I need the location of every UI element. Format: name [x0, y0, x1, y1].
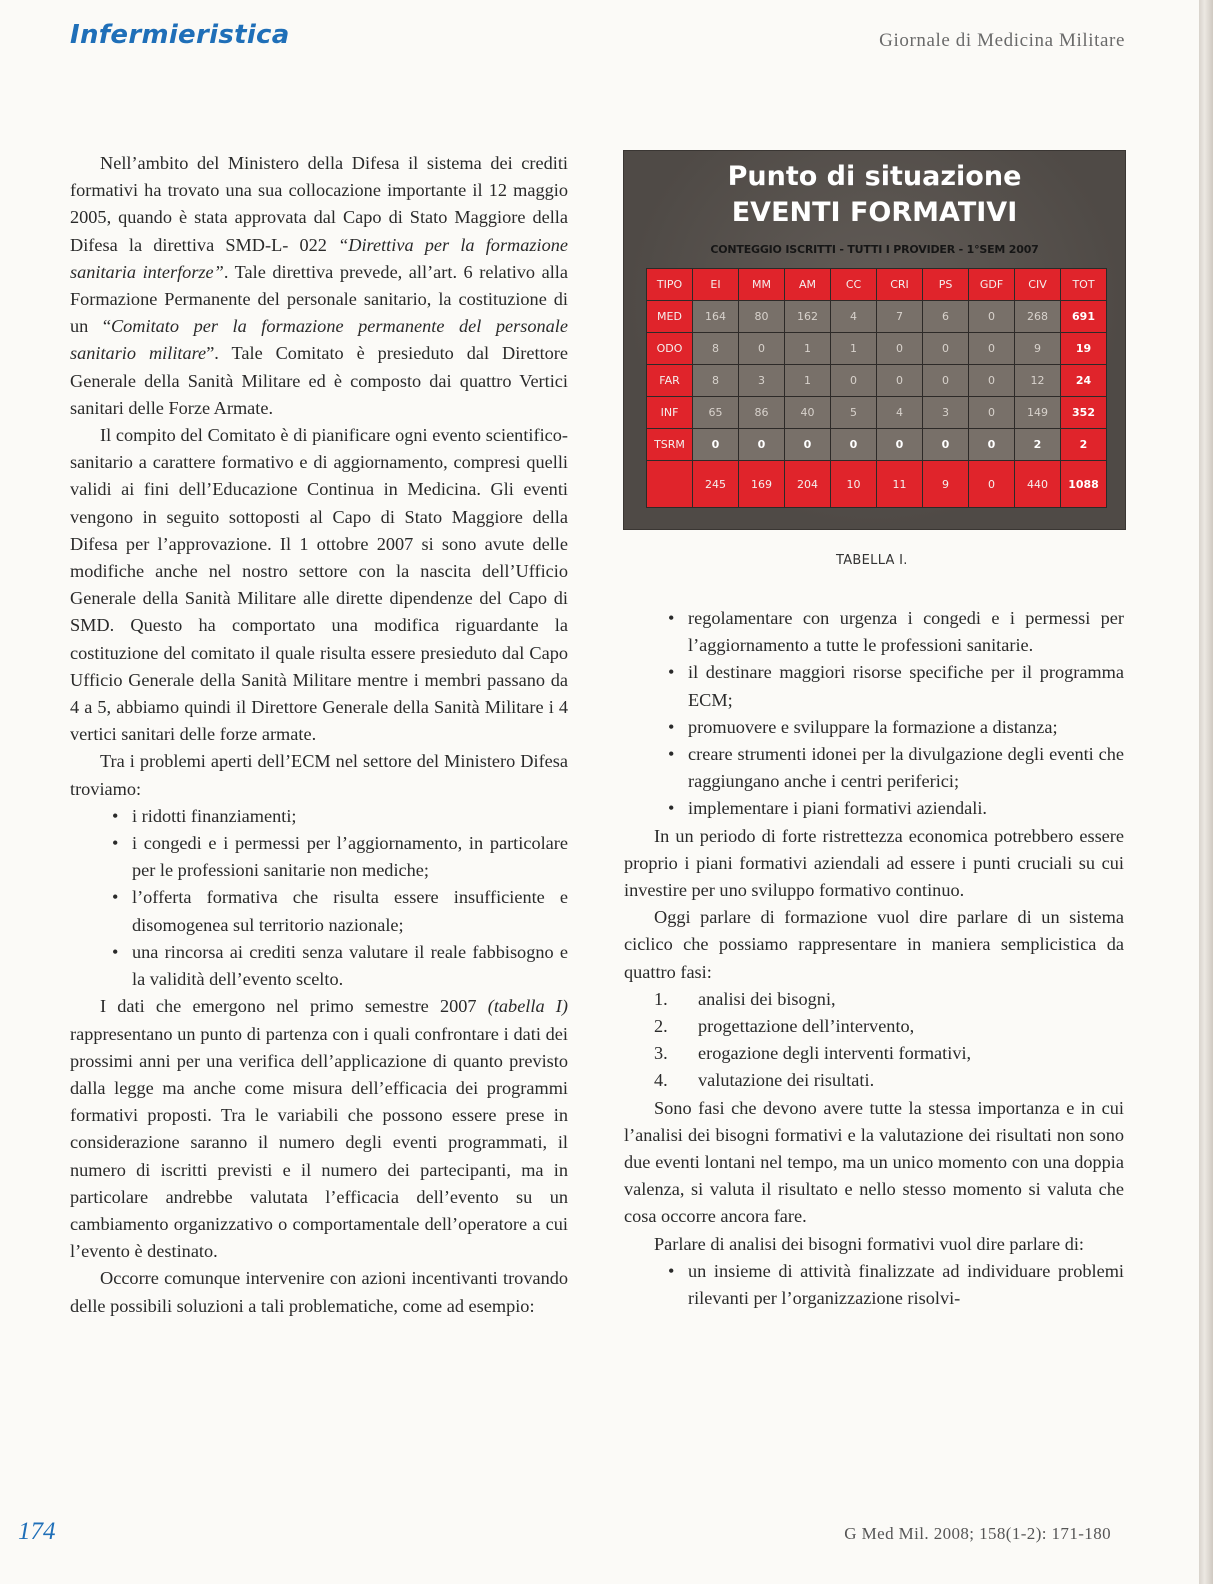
needs-list — [624, 1258, 1124, 1312]
paragraph: Il compito del Comitato è di pianificare ogni evento scientifico-sanitario a carattere formativo e di aggiornamento, compresi quelli validi ai fini dell’Educazione Continua in Medicina. Gli eventi vengono in seguito sottoposti al Capo di Stato Maggiore della Difesa per l’approvazione. Il 1 ottobre 2007 si sono avute delle modifiche anche nel nostro settore con la nascita dell’Ufficio Generale della Sanità Militare alle dirette dipendenze del Capo di SMD. Questo ha comportato una modifica riguardante la costituzione del comitato il quale risulta essere presieduto dal Capo Ufficio Generale della Sanità Militare mentre i membri passano da 4 a 5, abbiamo quindi il Direttore Generale della Sanità Militare i 4 vertici sanitari delle forze armate. — [70, 425, 568, 745]
table-cell: 9 — [1015, 333, 1061, 365]
list-number: 3. — [654, 1043, 668, 1064]
table-cell: 0 — [877, 333, 923, 365]
table-cell: 0 — [923, 365, 969, 397]
data-table — [646, 268, 1107, 508]
list-item: 2. progettazione dell’intervento, — [624, 1013, 1124, 1040]
paragraph: Parlare di analisi dei bisogni formativi vuol dire parlare di: — [654, 1233, 1084, 1254]
table-cell: 65 — [693, 397, 739, 429]
table-caption: TABELLA I. — [836, 553, 908, 568]
table-header-cell: TOT — [1061, 269, 1107, 301]
table-cell: 0 — [969, 461, 1015, 508]
table-cell: 80 — [739, 301, 785, 333]
table-cell: 8 — [693, 365, 739, 397]
table-cell: 169 — [739, 461, 785, 508]
list-number: 2. — [654, 1016, 668, 1037]
table-cell: 4 — [831, 301, 877, 333]
figure-title-2: EVENTI FORMATIVI — [731, 197, 1018, 228]
table-header-cell: CC — [831, 269, 877, 301]
list-item: • l’offerta formativa che risulta essere insufficiente e disomogenea sul territorio nazionale; — [70, 884, 568, 938]
table-header-cell: PS — [923, 269, 969, 301]
table-cell: 0 — [693, 429, 739, 461]
table-cell: 0 — [831, 365, 877, 397]
table-cell: 1 — [831, 333, 877, 365]
table-cell: 12 — [1015, 365, 1061, 397]
table-header-row — [647, 269, 1107, 301]
table-row — [647, 429, 1107, 461]
table-cell: 0 — [739, 429, 785, 461]
table-cell: 24 — [1061, 365, 1107, 397]
table-header-cell: EI — [693, 269, 739, 301]
table-cell: 0 — [877, 365, 923, 397]
table-cell: 4 — [877, 397, 923, 429]
list-item: • i congedi e i permessi per l’aggiornamento, in particolare per le professioni sanitarie non mediche; — [70, 830, 568, 884]
list-item: • i ridotti finanziamenti; — [70, 803, 568, 830]
table-cell: 1088 — [1061, 461, 1107, 508]
figure-subtitle: CONTEGGIO ISCRITTI - TUTTI I PROVIDER - 1°SEM 2007 — [710, 243, 1039, 256]
paragraph: I dati che emergono nel primo semestre 2007 (tabella I) rappresentano un punto di partenza con i quali confrontare i dati dei prossimi anni per una verifica dell’applicazione di quanto previsto dalla legge ma anche come misura dell’efficacia dei programmi formativi proposti. Tra le variabili che possono essere prese in considerazione saranno il numero degli eventi programmati, il numero di iscritti previsti e il numero dei partecipanti, ma in particolare andrebbe valutata l’efficacia dell’evento su un cambiamento organizzativo o comportamentale dell’operatore a cui l’evento è destinato. — [70, 996, 568, 1262]
phases-list — [624, 986, 1124, 1095]
table-cell: 0 — [969, 301, 1015, 333]
table-cell: 2 — [1061, 429, 1107, 461]
paragraph: In un periodo di forte ristrettezza economica potrebbero essere proprio i piani formativi aziendali ad essere i punti cruciali su cui investire per uno sviluppo formativo continuo. — [624, 825, 1124, 901]
table-cell: 268 — [1015, 301, 1061, 333]
table-cell: 3 — [739, 365, 785, 397]
table-row — [647, 365, 1107, 397]
table-cell: 245 — [693, 461, 739, 508]
list-item: 4. valutazione dei risultati. — [624, 1067, 1124, 1094]
paragraph: Tra i problemi aperti dell’ECM nel settore del Ministero Difesa troviamo: — [70, 751, 568, 799]
page-number: 174 — [18, 1518, 56, 1545]
table-cell: MED — [647, 301, 693, 333]
table-cell: 8 — [693, 333, 739, 365]
table-cell: 40 — [785, 397, 831, 429]
table-cell: 1 — [785, 333, 831, 365]
table-cell: 352 — [1061, 397, 1107, 429]
paragraph: Oggi parlare di formazione vuol dire parlare di un sistema ciclico che possiamo rappresentare in maniera semplicistica da quattro fasi: — [624, 907, 1124, 982]
table-cell: 0 — [923, 333, 969, 365]
figure-title: Punto di situazione — [727, 161, 1022, 192]
table-cell: 11 — [877, 461, 923, 508]
table-cell: 19 — [1061, 333, 1107, 365]
table-cell: 9 — [923, 461, 969, 508]
table-cell: TSRM — [647, 429, 693, 461]
table-cell: 7 — [877, 301, 923, 333]
table-cell: 0 — [969, 397, 1015, 429]
table-cell: 0 — [923, 429, 969, 461]
table-reference-link[interactable]: (tabella I) — [487, 996, 568, 1017]
list-number: 1. — [654, 988, 668, 1009]
table-cell: 0 — [969, 365, 1015, 397]
citation: G Med Mil. 2008; 158(1-2): 171-180 — [844, 1524, 1111, 1543]
list-number: 4. — [654, 1070, 668, 1091]
table-cell: 0 — [831, 429, 877, 461]
list-item: 3. erogazione degli interventi formativi, — [624, 1040, 1124, 1067]
page-edge — [1199, 0, 1213, 1584]
list-item: • implementare i piani formativi aziendali. — [624, 795, 1124, 822]
table-cell: 0 — [969, 333, 1015, 365]
paragraph: Occorre comunque intervenire con azioni incentivanti trovando delle possibili soluzioni a tali problematiche, come ad esempio: — [70, 1268, 568, 1316]
table-cell: 10 — [831, 461, 877, 508]
table-cell: 0 — [877, 429, 923, 461]
journal-title: Giornale di Medicina Militare — [879, 30, 1125, 51]
table-row — [647, 301, 1107, 333]
list-item: • il destinare maggiori risorse specifiche per il programma ECM; — [624, 659, 1124, 713]
table-cell: 164 — [693, 301, 739, 333]
list-item: • promuovere e sviluppare la formazione a distanza; — [624, 714, 1124, 741]
table-cell: 86 — [739, 397, 785, 429]
table-cell: 204 — [785, 461, 831, 508]
table-cell: 5 — [831, 397, 877, 429]
table-figure — [623, 150, 1126, 530]
table-cell: ODO — [647, 333, 693, 365]
table-row — [647, 461, 1107, 508]
table-cell: INF — [647, 397, 693, 429]
table-header-cell: MM — [739, 269, 785, 301]
table-cell: 691 — [1061, 301, 1107, 333]
list-item: • regolamentare con urgenza i congedi e i permessi per l’aggiornamento a tutte le professioni sanitarie. — [624, 605, 1124, 659]
table-header-cell: CIV — [1015, 269, 1061, 301]
table-row — [647, 397, 1107, 429]
table-cell: FAR — [647, 365, 693, 397]
table-cell: 162 — [785, 301, 831, 333]
right-column — [624, 605, 1124, 1312]
table-header-cell: TIPO — [647, 269, 693, 301]
table-header-cell: GDF — [969, 269, 1015, 301]
left-column — [70, 150, 568, 1320]
table-cell: 1 — [785, 365, 831, 397]
problems-list — [70, 803, 568, 993]
table-row — [647, 333, 1107, 365]
table-cell: 0 — [785, 429, 831, 461]
table-header-cell: CRI — [877, 269, 923, 301]
list-item: • una rincorsa ai crediti senza valutare il reale fabbisogno e la validità dell’evento scelto. — [70, 939, 568, 993]
table-cell: 6 — [923, 301, 969, 333]
paragraph: Sono fasi che devono avere tutte la stessa importanza e in cui l’analisi dei bisogni formativi e la valutazione dei risultati non sono due eventi lontani nel tempo, ma un unico momento con una doppia valenza, si valuta il risultato e nello stesso momento si valuta che cosa occorre ancora fare. — [624, 1097, 1124, 1227]
table-cell: 0 — [969, 429, 1015, 461]
paragraph: Nell’ambito del Ministero della Difesa il sistema dei crediti formativi ha trovato una sua collocazione importante il 12 maggio 2005, quando è stata approvata dal Capo di Stato Maggiore della Difesa la direttiva SMD-L- 022 “Direttiva per la formazione sanitaria interforze”. Tale direttiva prevede, all’art. 6 relativo alla Formazione Permanente del personale sanitario, la costituzione di un “Comitato per la formazione permanente del personale sanitario militare”. Tale Comitato è presieduto dal Direttore Generale della Sanità Militare ed è composto dai quattro Vertici sanitari delle Forze Armate. — [70, 153, 569, 418]
table-cell: 440 — [1015, 461, 1061, 508]
table-cell: 3 — [923, 397, 969, 429]
table-cell: 149 — [1015, 397, 1061, 429]
table-header-cell: AM — [785, 269, 831, 301]
section-title: Infermieristica — [70, 20, 290, 50]
list-item: • creare strumenti idonei per la divulgazione degli eventi che raggiungano anche i centri periferici; — [624, 741, 1124, 795]
table-cell: 2 — [1015, 429, 1061, 461]
table-cell: 0 — [739, 333, 785, 365]
proposals-list — [624, 605, 1124, 823]
list-item: 1. analisi dei bisogni, — [624, 986, 1124, 1013]
list-item: • un insieme di attività finalizzate ad individuare problemi rilevanti per l’organizzazione risolvi- — [624, 1258, 1124, 1312]
table-cell — [647, 461, 693, 508]
